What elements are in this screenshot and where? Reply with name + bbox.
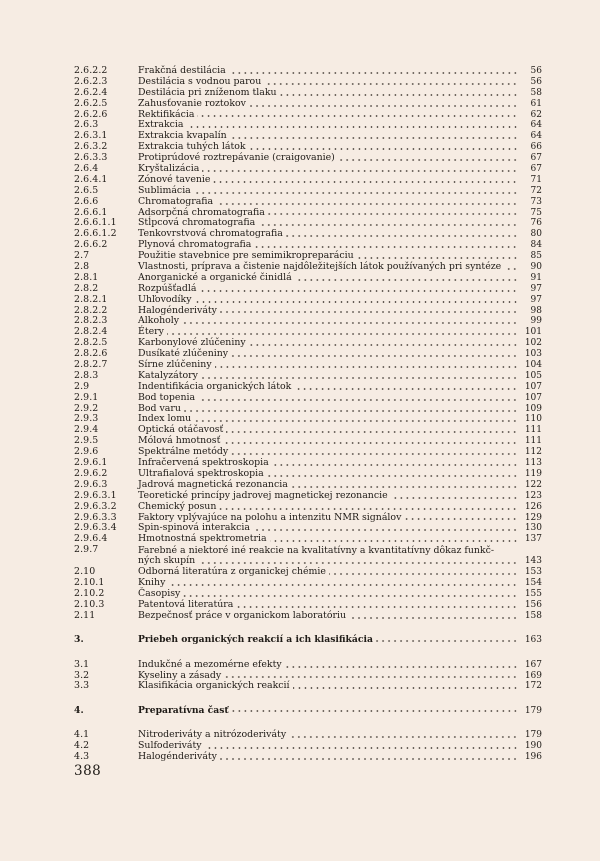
toc-entry-title: Optická otáčavosť	[138, 424, 224, 436]
toc-entry-title: Chemický posun	[138, 500, 217, 512]
chapter-title: Preparatívna časť	[138, 704, 229, 716]
toc-entry-number: 2.8.2.7	[74, 359, 108, 371]
toc-entry	[74, 393, 542, 404]
leader-dots	[268, 213, 518, 215]
toc-entry-title: Použitie stavebnice pre semimikropreparáciu	[138, 250, 354, 262]
spacer	[74, 622, 542, 630]
toc-entry-page: 104	[524, 360, 542, 371]
toc-entry-number: 3.2	[74, 669, 90, 681]
toc-chapter-3	[74, 630, 542, 652]
toc-entry-title: Protiprúdové roztrepávanie (craigovanie)	[138, 152, 335, 164]
toc-entry-number: 2.9.2	[74, 402, 99, 414]
toc-entry-number: 2.6.2.6	[74, 108, 108, 120]
toc-entry-number: 2.9.5	[74, 435, 99, 447]
leader-dots	[231, 453, 518, 455]
toc-entry	[74, 660, 542, 671]
toc-entry-title: Anorganické a organické činidlá	[138, 271, 292, 283]
toc-entry-page: 158	[524, 610, 542, 621]
toc-entry	[74, 99, 542, 110]
toc-entry-page: 105	[524, 370, 542, 381]
toc-entry-title: Časopisy	[138, 587, 181, 599]
leader-dots	[223, 442, 518, 444]
leader-dots	[286, 235, 518, 237]
page-number: 388	[74, 763, 102, 779]
toc-entry-title: Vlastnosti, príprava a čistenie najdôležitejších látok používaných pri syntéze	[138, 261, 502, 273]
chapter-page: 163	[524, 635, 542, 646]
toc-entry-title: Indentifikácia organických látok	[138, 380, 292, 392]
toc-entry	[74, 681, 542, 692]
toc-entry-number: 2.9.3	[74, 413, 99, 425]
leader-dots	[264, 83, 518, 85]
chapter-number: 3.	[74, 634, 84, 646]
toc-entry-number: 2.8.2.1	[74, 293, 108, 305]
leader-dots	[198, 399, 518, 401]
leader-dots	[205, 747, 518, 749]
leader-dots	[254, 246, 518, 248]
leader-dots	[270, 540, 518, 542]
toc-entry-title: Sublimácia	[138, 184, 191, 196]
toc-entry-page: 107	[524, 392, 542, 403]
toc-entry-page: 119	[524, 468, 542, 479]
toc-entry-page: 80	[530, 229, 542, 240]
leader-dots	[182, 322, 518, 324]
toc-entry-number: 2.9.4	[74, 424, 99, 436]
toc-entry-page: 113	[524, 458, 542, 469]
toc-entry-title: Spektrálne metódy	[138, 446, 229, 458]
leader-dots	[216, 203, 518, 205]
toc-entry-number: 2.11	[74, 609, 96, 621]
toc-entry-page: 172	[524, 681, 542, 692]
toc-entry-number: 2.9.6.3.3	[74, 511, 117, 523]
toc-entry-page: 126	[524, 501, 542, 512]
toc-entry-title: Alkoholy	[138, 315, 180, 327]
leader-dots	[258, 224, 518, 226]
toc-entry-page: 98	[530, 305, 542, 316]
toc-entry-page: 64	[530, 120, 542, 131]
toc-entry-page: 101	[524, 327, 542, 338]
toc-entry-title: Hmotnostná spektrometria	[138, 533, 267, 545]
toc-entry-page: 56	[530, 76, 542, 87]
toc-entry-page: 129	[524, 512, 542, 523]
toc-entry-page: 85	[530, 251, 542, 262]
leader-dots	[280, 94, 518, 96]
chapter-number: 4.	[74, 704, 84, 716]
chapter-title: Priebeh organických reakcií a ich klasifikácia	[138, 634, 373, 646]
toc-entry-page: 97	[530, 294, 542, 305]
leader-dots	[232, 710, 518, 712]
toc-entry-number: 2.8	[74, 261, 90, 273]
toc-entry-title: Halogénderiváty	[138, 751, 217, 763]
leader-dots	[329, 573, 518, 575]
toc-entry-number: 2.9.6.2	[74, 467, 108, 479]
toc-entry-number: 3.1	[74, 658, 90, 670]
toc-entry-title: Patentová literatúra	[138, 598, 234, 610]
leader-dots	[249, 105, 518, 107]
leader-dots	[229, 72, 518, 74]
toc-entry-number: 4.3	[74, 751, 90, 763]
toc-entry-number: 2.6.4	[74, 163, 99, 174]
toc-entry-page: 73	[530, 196, 542, 207]
toc-entry-page: 156	[524, 599, 542, 610]
toc-chapter-4	[74, 700, 542, 722]
leader-dots	[231, 355, 518, 357]
toc-entry-page: 196	[524, 752, 542, 763]
leader-dots	[295, 279, 518, 281]
leader-dots	[285, 666, 518, 668]
toc-entry-page: 56	[530, 65, 542, 76]
leader-dots	[293, 687, 518, 689]
toc-entry-number: 2.10.2	[74, 587, 105, 599]
toc-entry-title: Uhľovodíky	[138, 293, 192, 305]
toc-entry-number: 2.6.5	[74, 184, 99, 196]
leader-dots	[267, 475, 518, 477]
toc-entry-title: Jadrová magnetická rezonancia	[138, 478, 288, 490]
leader-dots	[504, 268, 518, 270]
toc-entry-title: Destilácia pri zníženom tlaku	[138, 86, 277, 98]
toc-entry-page: 153	[524, 567, 542, 578]
leader-dots	[167, 333, 518, 335]
leader-dots	[404, 518, 518, 520]
leader-dots	[219, 508, 518, 510]
toc-entry-number: 2.6.2.3	[74, 75, 108, 87]
leader-dots	[253, 529, 518, 531]
toc-group-chapter-3	[74, 660, 542, 693]
toc-entry-title: Knihy	[138, 577, 166, 589]
toc-entry-page: 76	[530, 218, 542, 229]
toc-entry-title: Zónové tavenie	[138, 173, 211, 185]
toc-entry-number: 2.9.1	[74, 391, 99, 403]
toc-entry-page: 154	[524, 578, 542, 589]
toc-entry-number: 2.6.4.1	[74, 173, 108, 185]
toc-entry-title: Tenkovrstvová chromatografia	[138, 228, 283, 240]
toc-entry-number: 2.8.2.3	[74, 315, 108, 327]
toc-entry-title: Katalyzátory	[138, 369, 198, 381]
toc-entry-title: Rozpúšťadlá	[138, 282, 197, 294]
toc-entry-title: Dusíkaté zlúčeniny	[138, 348, 229, 360]
toc-entry-number: 2.9.6.3.1	[74, 489, 117, 501]
toc-entry-title: Extrakcia tuhých látok	[138, 141, 246, 153]
toc-entry-page: 110	[524, 414, 542, 425]
toc-entry	[74, 491, 542, 502]
leader-dots	[391, 497, 518, 499]
toc-entry-title: Indukčné a mezomérne efekty	[138, 658, 282, 670]
toc-entry-page: 107	[524, 381, 542, 392]
toc-entry-number: 2.6.6.2	[74, 239, 108, 251]
toc-entry-number: 2.6.3.2	[74, 141, 108, 153]
toc-entry-number: 2.6.3	[74, 119, 99, 131]
toc-entry-number: 2.9	[74, 380, 90, 392]
toc-group-section-2	[74, 66, 542, 545]
toc-entry-page: 99	[530, 316, 542, 327]
toc-entry-title-block	[138, 546, 518, 568]
leader-dots	[230, 137, 518, 139]
toc-entry-title: Nitroderiváty a nitrózoderiváty	[138, 729, 287, 741]
toc-entry-number: 2.6.6.1.1	[74, 217, 117, 229]
toc-entry-title-line2: ných skupín	[138, 555, 196, 567]
toc-entry-number: 2.7	[74, 250, 90, 262]
toc-entry-number: 2.8.3	[74, 369, 99, 381]
toc-entry-number: 4.1	[74, 729, 90, 741]
leader-dots	[291, 486, 518, 488]
leader-dots	[338, 159, 518, 161]
leader-dots	[202, 170, 518, 172]
toc-entry-page: 67	[530, 153, 542, 164]
toc-entry-title: Étery	[138, 326, 164, 338]
toc-entry-page: 123	[524, 490, 542, 501]
toc-entry-number: 2.8.2	[74, 282, 99, 294]
chapter-page: 179	[524, 705, 542, 716]
toc-entry-page: 102	[524, 338, 542, 349]
toc-entry	[74, 197, 542, 208]
toc-entry-number: 2.9.6.4	[74, 533, 108, 545]
toc-entry-number: 2.6.2.5	[74, 97, 108, 109]
toc-entry-page: 122	[524, 479, 542, 490]
toc-entry-number: 2.8.1	[74, 271, 99, 283]
toc-entry-title: Kryštalizácia	[138, 163, 200, 174]
toc-entry-page: 72	[530, 185, 542, 196]
toc-entry-title: Halogénderiváty	[138, 304, 217, 316]
toc-entry-title-line1: Farebné a niektoré iné reakcie na kvalitatívny a kvantitatívny dôkaz funkč-	[138, 544, 495, 556]
toc-entry-number: 2.9.6.3.2	[74, 500, 117, 512]
toc-entry-page: 58	[530, 87, 542, 98]
toc-entry-page: 84	[530, 240, 542, 251]
toc-entry-page: 143	[524, 556, 542, 567]
toc-entry	[74, 295, 542, 306]
toc-entry-page: 169	[524, 670, 542, 681]
toc-entry-page: 71	[530, 174, 542, 185]
leader-dots	[194, 192, 518, 194]
toc-entry-page: 111	[524, 436, 542, 447]
leader-dots	[197, 115, 518, 117]
leader-dots	[249, 344, 518, 346]
toc-entry-page: 112	[524, 447, 542, 458]
toc-entry-title: Plynová chromatografia	[138, 239, 252, 251]
toc-entry-title: Bod varu	[138, 402, 181, 414]
leader-dots	[376, 640, 518, 642]
toc-entry-title: Infračervená spektroskopia	[138, 457, 269, 469]
leader-dots	[357, 257, 518, 259]
toc-entry-number: 2.8.2.5	[74, 337, 108, 349]
leader-dots	[349, 617, 518, 619]
leader-dots	[249, 148, 518, 150]
leader-dots	[168, 584, 518, 586]
toc-entry-number: 2.6.3.3	[74, 152, 108, 164]
toc-entry-wrapped	[74, 545, 542, 567]
toc-entry-page: 61	[530, 98, 542, 109]
leader-dots	[198, 562, 518, 564]
toc-entry-title: Faktory vplývajúce na polohu a intenzitu NMR signálov	[138, 511, 402, 523]
toc-entry-title: Klasifikácia organických reakcií	[138, 680, 290, 692]
toc-entry-number: 2.6.6.1	[74, 206, 108, 218]
toc-entry-title: Sírne zlúčeniny	[138, 359, 212, 371]
toc-entry-title: Stĺpcová chromatografia	[138, 217, 256, 229]
toc-entry-number: 2.9.6.1	[74, 457, 108, 469]
toc-entry-title: Extrakcia kvapalín	[138, 130, 227, 142]
toc-entry-number: 2.6.2.4	[74, 86, 108, 98]
leader-dots	[226, 431, 518, 433]
toc-entry-number: 3.3	[74, 680, 90, 692]
leader-dots	[272, 464, 518, 466]
leader-dots	[236, 606, 518, 608]
toc-entry-page: 97	[530, 283, 542, 294]
toc-entry-title: Zahusťovanie roztokov	[138, 97, 246, 109]
leader-dots	[199, 290, 518, 292]
leader-dots	[224, 676, 518, 678]
toc-entry-page: 109	[524, 403, 542, 414]
leader-dots	[184, 410, 518, 412]
toc-entry-title: Teoretické princípy jadrovej magnetickej rezonancie	[138, 489, 388, 501]
toc-entry-page: 67	[530, 164, 542, 174]
toc-entry-page: 111	[524, 425, 542, 436]
toc-entry-number: 2.9.6.3.4	[74, 522, 117, 534]
toc-entry-title: Adsorpčná chromatografia	[138, 206, 265, 218]
leader-dots	[289, 736, 518, 738]
toc-entry-title: Sulfoderiváty	[138, 740, 202, 752]
spacer	[74, 692, 542, 700]
toc-entry	[74, 611, 542, 622]
table-of-contents	[74, 66, 542, 763]
toc-entry-page: 155	[524, 588, 542, 599]
toc-entry-number: 2.6.3.1	[74, 130, 108, 142]
toc-entry-number: 2.9.7	[74, 544, 99, 556]
toc-entry-number: 2.10	[74, 566, 96, 578]
toc-entry-page: 66	[530, 142, 542, 153]
toc-entry-title: Index lomu	[138, 413, 192, 425]
toc-entry-page: 103	[524, 349, 542, 360]
toc-entry-title: Extrakcia	[138, 119, 184, 131]
toc-entry	[74, 752, 542, 763]
toc-entry-title: Kyseliny a zásady	[138, 669, 222, 681]
toc-entry-title: Ultrafialová spektroskopia	[138, 467, 264, 479]
toc-entry-title: Bezpečnosť práce v organickom laboratóriu	[138, 609, 346, 621]
toc-entry-page: 137	[524, 534, 542, 545]
leader-dots	[195, 301, 519, 303]
toc-entry-page: 75	[530, 207, 542, 218]
toc-entry-title: Karbonylové zlúčeniny	[138, 337, 246, 349]
toc-entry-number: 2.6.2.2	[74, 64, 108, 76]
leader-dots	[220, 758, 518, 760]
leader-dots	[187, 126, 519, 128]
toc-entry-title: Frakčná destilácia	[138, 64, 226, 76]
toc-group-literature	[74, 567, 542, 621]
toc-entry-title: Bod topenia	[138, 391, 196, 403]
toc-entry-title: Destilácia s vodnou parou	[138, 75, 262, 87]
leader-dots	[215, 366, 518, 368]
toc-entry-title: Odborná literatúra z organickej chémie	[138, 566, 326, 578]
leader-dots	[294, 388, 518, 390]
toc-group-chapter-4	[74, 730, 542, 763]
toc-entry-number: 2.10.3	[74, 598, 105, 610]
leader-dots	[220, 311, 518, 313]
toc-entry-title: Chromatografia	[138, 195, 214, 207]
toc-entry-title: Mólová hmotnosť	[138, 435, 221, 447]
toc-entry-number: 2.6.6	[74, 195, 99, 207]
leader-dots	[183, 595, 518, 597]
toc-entry-page: 91	[530, 272, 542, 283]
toc-entry-number: 2.6.6.1.2	[74, 228, 117, 240]
toc-entry-number: 4.2	[74, 740, 90, 752]
toc-entry-page: 167	[524, 659, 542, 670]
toc-entry-title: Spin-spinová interakcia	[138, 522, 250, 534]
toc-entry-page: 64	[530, 131, 542, 142]
toc-entry	[74, 534, 542, 545]
toc-entry-title: Rektifikácia	[138, 108, 195, 120]
toc-entry-number: 2.8.2.6	[74, 348, 108, 360]
leader-dots	[201, 377, 518, 379]
toc-entry-page: 90	[530, 262, 542, 273]
toc-entry-number: 2.9.6	[74, 446, 99, 458]
toc-entry-number: 2.10.1	[74, 577, 105, 589]
toc-entry-page: 62	[530, 109, 542, 120]
toc-entry-page: 179	[524, 730, 542, 741]
toc-entry	[74, 502, 542, 513]
toc-entry-number: 2.9.6.3	[74, 478, 108, 490]
leader-dots	[194, 420, 518, 422]
toc-entry-page: 190	[524, 741, 542, 752]
toc-entry-page: 130	[524, 523, 542, 534]
toc-entry-number: 2.8.2.2	[74, 304, 108, 316]
toc-entry-number: 2.8.2.4	[74, 326, 108, 338]
leader-dots	[213, 181, 518, 183]
